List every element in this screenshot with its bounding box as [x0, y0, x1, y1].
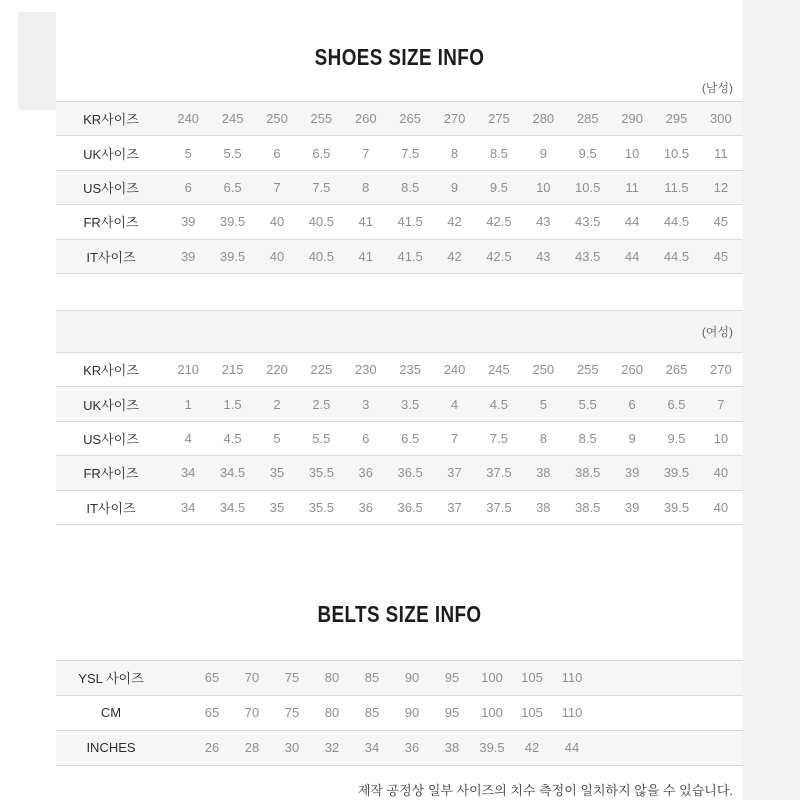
size-cell: 270 [443, 111, 466, 127]
size-cell: 295 [665, 111, 688, 127]
row-label: UK사이즈 [83, 397, 139, 413]
size-cell: 36 [358, 465, 373, 481]
size-cell: 5 [539, 396, 547, 412]
background-band-top-left [18, 12, 56, 110]
size-cell: 290 [621, 111, 643, 127]
row-label: US사이즈 [83, 180, 139, 196]
size-cell: 43.5 [575, 248, 601, 264]
size-cell: 38.5 [575, 465, 601, 481]
size-cell: 5.5 [312, 430, 331, 446]
size-cell: 41 [358, 248, 373, 264]
size-cell: 34.5 [219, 499, 246, 515]
size-cell: 8.5 [489, 145, 508, 161]
women-section-band [56, 311, 743, 352]
size-cell: 110 [561, 670, 583, 686]
size-cell: 215 [221, 362, 244, 378]
size-cell: 100 [481, 705, 503, 721]
size-cell: 36.5 [397, 499, 423, 515]
row-label: YSL 사이즈 [78, 671, 144, 687]
size-cell: 230 [354, 362, 377, 378]
table-row [56, 387, 743, 421]
size-cell: 7.5 [489, 430, 508, 446]
size-cell: 38 [536, 465, 551, 481]
row-label: US사이즈 [83, 431, 139, 447]
size-cell: 95 [444, 705, 460, 721]
size-cell: 5.5 [223, 145, 242, 161]
size-cell: 11.5 [664, 179, 689, 195]
size-cell: 65 [204, 670, 220, 686]
size-cell: 34.5 [219, 465, 246, 481]
table-row [56, 171, 743, 205]
size-cell: 105 [521, 670, 543, 686]
size-cell: 9.5 [578, 145, 597, 161]
size-cell: 37.5 [486, 499, 512, 515]
row-label: KR사이즈 [83, 112, 139, 128]
size-cell: 43 [536, 214, 551, 230]
size-cell: 260 [621, 362, 643, 378]
size-cell: 100 [481, 670, 503, 686]
size-cell: 7.5 [312, 179, 331, 195]
size-cell: 6 [628, 396, 636, 412]
size-cell: 39.5 [219, 214, 246, 230]
size-cell: 245 [221, 111, 244, 127]
size-cell: 8.5 [578, 430, 597, 446]
size-cell: 44.5 [663, 214, 690, 230]
table-row [56, 136, 743, 170]
content-column [56, 0, 743, 799]
size-cell: 39 [624, 499, 640, 515]
row-label: FR사이즈 [83, 466, 139, 482]
table-row [56, 661, 743, 696]
size-cell: 7 [450, 430, 459, 446]
size-cell: 70 [244, 705, 260, 721]
size-cell: 38 [536, 499, 551, 515]
size-cell: 28 [244, 740, 260, 756]
size-cell: 10 [536, 179, 551, 195]
size-cell: 34 [180, 499, 196, 515]
size-cell: 7 [273, 179, 281, 195]
size-cell: 4.5 [223, 430, 242, 446]
size-cell: 45 [713, 248, 729, 264]
size-cell: 1.5 [223, 396, 242, 412]
size-cell: 270 [710, 362, 732, 378]
size-cell: 40 [713, 499, 729, 515]
size-cell: 5 [184, 145, 192, 161]
size-cell: 39 [180, 214, 196, 230]
size-cell: 39 [624, 465, 640, 481]
size-cell: 285 [576, 111, 599, 127]
size-cell: 37 [447, 499, 462, 515]
size-cell: 10.5 [663, 145, 690, 161]
size-cell: 42.5 [486, 248, 512, 264]
size-cell: 39.5 [219, 248, 246, 264]
size-cell: 255 [310, 111, 333, 127]
size-cell: 4.5 [489, 396, 508, 412]
size-cell: 37.5 [486, 465, 512, 481]
size-cell: 9 [628, 430, 636, 446]
size-cell: 35 [269, 465, 285, 481]
size-cell: 6 [184, 179, 192, 195]
size-cell: 6.5 [312, 145, 331, 161]
size-cell: 35.5 [308, 465, 335, 481]
size-cell: 2.5 [312, 396, 331, 412]
row-label: UK사이즈 [83, 146, 139, 162]
size-cell: 10 [713, 430, 729, 446]
row-label: FR사이즈 [83, 215, 139, 231]
size-cell: 45 [713, 214, 729, 230]
size-cell: 34 [180, 465, 196, 481]
size-cell: 110 [561, 705, 583, 721]
size-cell: 7 [362, 145, 370, 161]
size-cell: 41 [358, 214, 373, 230]
size-cell: 2 [273, 396, 281, 412]
size-cell: 8 [362, 179, 370, 195]
table-row [56, 422, 743, 456]
size-cell: 36.5 [397, 465, 423, 481]
size-cell: 4 [184, 430, 192, 446]
size-cell: 8.5 [401, 179, 420, 195]
size-cell: 225 [310, 362, 333, 378]
size-cell: 6.5 [401, 430, 420, 446]
size-cell: 1 [184, 396, 192, 412]
size-cell: 6.5 [667, 396, 686, 412]
size-cell: 90 [404, 670, 420, 686]
size-cell: 39 [180, 248, 196, 264]
women-section-label: (여성) [701, 324, 733, 339]
size-cell: 40.5 [308, 248, 335, 264]
size-cell: 42.5 [486, 214, 512, 230]
size-cell: 265 [665, 362, 688, 378]
size-cell: 44 [624, 248, 640, 264]
size-cell: 39.5 [663, 499, 690, 515]
size-cell: 6 [273, 145, 281, 161]
row-label: KR사이즈 [83, 363, 139, 379]
size-cell: 40 [713, 465, 729, 481]
size-cell: 300 [710, 111, 732, 127]
production-disclaimer-note: 제작 공정상 일부 사이즈의 치수 측정이 일치하지 않을 수 있습니다. [357, 782, 733, 798]
size-cell: 30 [284, 740, 300, 756]
size-cell: 255 [576, 362, 599, 378]
size-cell: 6 [362, 430, 370, 446]
row-label: INCHES [86, 740, 136, 756]
size-cell: 9 [539, 145, 547, 161]
size-cell: 65 [204, 705, 220, 721]
size-cell: 44 [564, 740, 580, 756]
size-cell: 32 [324, 740, 340, 756]
empty-table-row [56, 274, 743, 311]
size-cell: 250 [532, 362, 555, 378]
size-cell: 245 [488, 362, 510, 378]
size-cell: 36 [358, 499, 373, 515]
size-cell: 275 [488, 111, 510, 127]
size-cell: 80 [324, 670, 340, 686]
table-row [56, 456, 743, 490]
shoes-size-info-title: SHOES SIZE INFO [314, 44, 485, 70]
size-cell: 70 [244, 670, 260, 686]
size-cell: 9.5 [489, 179, 508, 195]
shoes-women-size-table [56, 352, 743, 525]
size-cell: 7 [717, 396, 725, 412]
size-cell: 34 [364, 740, 380, 756]
table-row [56, 205, 743, 239]
table-row [56, 491, 743, 525]
size-cell: 40 [269, 248, 285, 264]
size-cell: 265 [399, 111, 421, 127]
size-cell: 80 [324, 705, 340, 721]
size-cell: 35 [269, 499, 285, 515]
size-cell: 90 [404, 705, 420, 721]
row-label: CM [100, 705, 122, 721]
background-band-right [743, 0, 800, 800]
table-row [56, 731, 743, 766]
size-cell: 41.5 [397, 248, 423, 264]
size-cell: 235 [399, 362, 421, 378]
size-cell: 10 [624, 145, 640, 161]
shoes-men-size-table [56, 101, 743, 274]
size-cell: 7.5 [401, 145, 420, 161]
men-section-label: (남성) [701, 81, 733, 95]
size-cell: 36 [404, 740, 420, 756]
size-cell: 42 [447, 248, 462, 264]
size-cell: 85 [364, 705, 380, 721]
table-row [56, 240, 743, 274]
size-cell: 240 [443, 362, 466, 378]
size-cell: 260 [354, 111, 377, 127]
size-cell: 280 [532, 111, 555, 127]
size-cell: 85 [364, 670, 380, 686]
size-cell: 250 [266, 111, 288, 127]
belts-size-info-title: BELTS SIZE INFO [317, 600, 482, 627]
size-cell: 105 [521, 705, 543, 721]
size-cell: 220 [266, 362, 288, 378]
size-cell: 44 [624, 214, 640, 230]
size-cell: 42 [447, 214, 462, 230]
size-cell: 44.5 [663, 248, 690, 264]
size-cell: 75 [284, 705, 300, 721]
size-cell: 75 [284, 670, 300, 686]
size-cell: 42 [524, 740, 540, 756]
size-cell: 11 [714, 145, 728, 161]
size-cell: 4 [450, 396, 459, 412]
belts-size-table [56, 660, 743, 766]
size-cell: 43.5 [575, 214, 601, 230]
size-cell: 240 [177, 111, 200, 127]
size-cell: 43 [536, 248, 551, 264]
table-row [56, 102, 743, 136]
size-cell: 210 [177, 362, 200, 378]
size-cell: 8 [539, 430, 547, 446]
size-cell: 35.5 [308, 499, 335, 515]
size-cell: 5.5 [578, 396, 597, 412]
table-row [56, 696, 743, 731]
size-cell: 41.5 [397, 214, 423, 230]
row-label: IT사이즈 [86, 500, 136, 516]
size-cell: 40 [269, 214, 285, 230]
size-cell: 12 [713, 179, 729, 195]
size-cell: 39.5 [663, 465, 690, 481]
size-cell: 40.5 [308, 214, 335, 230]
size-cell: 38 [444, 740, 460, 756]
table-row [56, 353, 743, 387]
size-cell: 39.5 [479, 740, 505, 756]
size-cell: 11 [625, 179, 639, 195]
size-cell: 6.5 [223, 179, 242, 195]
row-label: IT사이즈 [86, 249, 136, 265]
size-cell: 3.5 [401, 396, 420, 412]
size-cell: 8 [450, 145, 459, 161]
size-cell: 26 [204, 740, 220, 756]
size-cell: 9 [450, 179, 459, 195]
size-cell: 9.5 [667, 430, 686, 446]
size-cell: 10.5 [575, 179, 601, 195]
size-cell: 38.5 [575, 499, 601, 515]
size-cell: 95 [444, 670, 460, 686]
size-cell: 37 [447, 465, 462, 481]
size-cell: 3 [362, 396, 370, 412]
size-cell: 5 [273, 430, 281, 446]
